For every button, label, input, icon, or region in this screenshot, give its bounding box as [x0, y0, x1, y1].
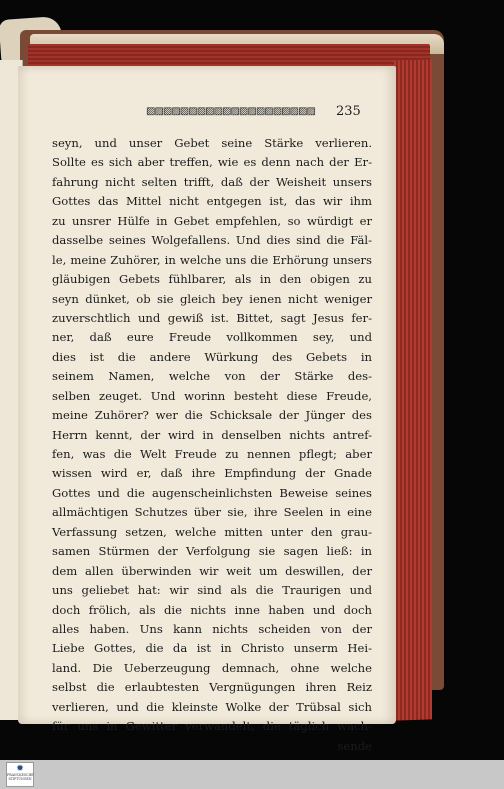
- text-line: selbst die erlaubtesten Vergnügungen ihren Reiz: [52, 680, 372, 695]
- text-line: wissen wird er, daß ihre Empfindung der Gnade: [52, 466, 372, 481]
- text-line: fen, was die Welt Freude zu nennen pflegt; aber: [52, 447, 372, 461]
- text-line: alles haben. Uns kann nichts scheiden von der: [52, 621, 372, 636]
- text-line: seyn dünket, ob sie gleich bey ienen nicht weniger: [52, 291, 372, 306]
- viewer-footer-bar: [0, 760, 504, 789]
- logo-emblem: ✹: [16, 764, 24, 774]
- text-line: selben zeuget. Und worinn besteht diese Freude,: [52, 388, 372, 403]
- text-line: Herrn kennt, der wird in denselben nichts antref-: [52, 427, 372, 442]
- logo-line-1: FRANCKESCHE: [7, 773, 34, 777]
- text-line: uns geliebet hat: wir sind als die Traurigen und: [52, 583, 372, 598]
- text-line: fahrung nicht selten trifft, daß der Weisheit unsers: [52, 174, 372, 189]
- text-line: allmächtigen Schutzes über sie, ihre Seelen in eine: [52, 505, 372, 520]
- text-line: dies ist die andere Würkung des Gebets in: [52, 349, 372, 364]
- text-line: Verfassung setzen, welche mitten unter den grau-: [52, 524, 372, 539]
- text-line: seyn, und unser Gebet seine Stärke verlieren.: [52, 136, 372, 150]
- header-ornament: ▨▨▨▨▨▨▨▨▨▨▨▨▨▨▨▨▨▨▨▨: [146, 106, 315, 117]
- text-line: zu unsrer Hülfe in Gebet empfehlen, so würdigt er: [52, 213, 372, 228]
- text-line: Liebe Gottes, die da ist in Christo unserm Hei-: [52, 641, 372, 656]
- library-logo-icon: [6, 762, 34, 787]
- text-line: ner, daß eure Freude vollkommen sey, und: [52, 330, 372, 345]
- page-text: [52, 134, 372, 756]
- text-line: dem allen überwinden wir weit um deswillen, der: [52, 563, 372, 578]
- text-line: le, meine Zuhörer, in welche uns die Erhörung unsers: [52, 252, 372, 267]
- text-line: meine Zuhörer? wer die Schicksale der Jünger des: [52, 408, 372, 423]
- book-page: [18, 66, 396, 753]
- text-line: Sollte es sich aber treffen, wie es denn nach der Er-: [52, 155, 372, 170]
- text-line: gläubigen Gebets fühlbarer, als in den obigen zu: [52, 272, 372, 287]
- text-line: samen Stürmen der Verfolgung sie sagen ließ: in: [52, 544, 372, 559]
- text-line: verlieren, und die kleinste Wolke der Trübsal sich: [52, 699, 372, 714]
- text-line: doch frölich, als die nichts inne haben und doch: [52, 602, 372, 617]
- page-block-side-edge: [394, 59, 432, 720]
- page-number: 235: [336, 104, 361, 119]
- text-line: land. Die Ueberzeugung demnach, ohne welche: [52, 660, 372, 675]
- catchword: sende: [337, 738, 372, 753]
- text-line: seinem Namen, welche von der Stärke des-: [52, 369, 372, 384]
- text-line: Gottes und die augenscheinlichsten Beweise seines: [52, 485, 372, 500]
- text-line: Gottes das Mittel nicht entgegen ist, das wir ihm: [52, 194, 372, 209]
- text-line: zuverschtlich und gewiß ist. Bittet, sagt Jesus fer-: [52, 310, 372, 325]
- logo-line-2: STIFTUNGEN: [8, 776, 32, 781]
- text-line: dasselbe seines Wolgefallens. Und dies sind die Fäl-: [52, 233, 372, 248]
- text-line: für uns in Gewitter verwandelt, die täglich wach-: [52, 719, 372, 734]
